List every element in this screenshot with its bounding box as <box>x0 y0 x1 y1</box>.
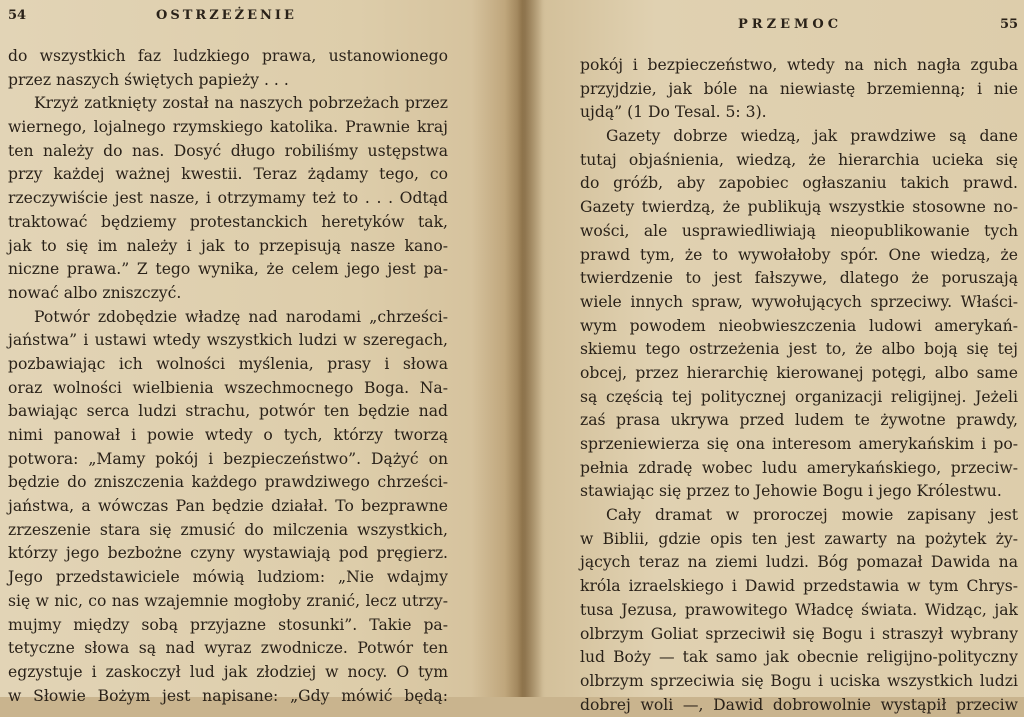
text-line: tusa Jezusa, prawowitego Władcę świata. Widząc, jak <box>580 600 1018 619</box>
text-line: Krzyż zatknięty został na naszych pobrzeżach przez <box>34 94 448 113</box>
text-line: Jego przedstawiciele mówią ludziom: „Nie wdajmy <box>8 568 448 587</box>
text-line: prawd tym, że to wywołałoby spór. One wiedzą, że <box>580 245 1018 264</box>
text-line: w Biblii, gdzie opis ten jest zawarty na pożytek ży- <box>580 529 1018 548</box>
text-line: skiemu tego ostrzeżenia jest to, że albo boją się tej <box>580 340 1018 359</box>
body-text <box>8 45 448 708</box>
text-line: Cały dramat w proroczej mowie zapisany jest <box>606 506 1018 525</box>
text-line: stawiając się przez to Jehowie Bogu i jego Królestwu. <box>580 482 1002 501</box>
text-line: do gróźb, aby zapobiec ogłaszaniu takich prawd. <box>580 174 1018 193</box>
book-gutter <box>505 0 545 697</box>
text-line: oraz wolności wielbienia wszechmocnego Boga. Na- <box>8 378 448 397</box>
body-text <box>580 54 1018 717</box>
text-line: sprzeniewierza się ona interesom amerykańskim i po- <box>580 435 1018 453</box>
text-line: wym powodem nieobwieszczenia ludowi amerykań- <box>580 316 1018 335</box>
text-line: potwora: „Mamy pokój i bezpieczeństwo”. Dążyć on <box>8 449 448 468</box>
text-line: dobrej woli —, Dawid dobrowolnie wystąpił przeciw <box>580 695 1018 714</box>
text-line: zaś prasa ukrywa przed ludem te żywotne prawdy, <box>580 411 1018 430</box>
text-line: ten należy do nas. Dosyć długo robiliśmy ustępstwa <box>8 141 448 160</box>
text-line: pełnia zdradę wobec ludu amerykańskiego, przeciw- <box>580 458 1018 477</box>
text-line: twierdzenie to jest fałszywe, dlatego że poruszają <box>580 269 1018 288</box>
text-line: przez naszych świętych papieży . . . <box>8 70 289 89</box>
text-line: olbrzym sprzeciwia się Bogu i uciska wszystkich ludzi <box>580 671 1018 690</box>
text-line: lud Boży — tak samo jak obecnie religijno-polityczny <box>580 648 1018 667</box>
text-line: są częścią tej politycznej organizacji religijnej. Jeżeli <box>580 387 1018 406</box>
text-line: nimi panował i powie wtedy o tych, którzy tworzą <box>8 426 448 444</box>
text-line: zrzeszenie stara się zmusić do milczenia wszystkich, <box>8 520 448 539</box>
text-line: jaństwa, a wówczas Pan będzie działał. To bezprawne <box>8 497 448 516</box>
text-line: Gazety dobrze wiedzą, jak prawdziwe są dane <box>606 127 1018 146</box>
text-line: ujdą” (1 Do Tesal. 5: 3). <box>580 103 767 122</box>
text-line: jaństwa” i ustawi wtedy wszystkich ludzi w szeregach, <box>8 331 448 350</box>
text-line: mujmy między sobą przyjazne stosunki”. Takie pa- <box>8 615 448 634</box>
text-line: którzy jego bezbożne czyny wystawiają pod pręgierz. <box>8 544 448 563</box>
text-line: pozbawiając ich wolności myślenia, prasy i słowa <box>8 354 448 373</box>
text-line: przyjdzie, jak bóle na niewiastę brzemienną; i nie <box>580 79 1018 98</box>
text-line: przy każdej ważnej kwestii. Teraz żądamy tego, co <box>8 165 448 184</box>
text-line: bawiając serca ludzi strachu, potwór ten będzie nad <box>8 402 448 421</box>
text-line: traktować będziemy protestanckich heretyków tak, <box>8 212 448 231</box>
text-line: Potwór zdobędzie władzę nad narodami „chrześci- <box>34 307 448 326</box>
text-line: jących teraz na ziemi ludzi. Bóg pomazał Dawida na <box>580 553 1018 572</box>
left-page <box>0 0 510 705</box>
text-line: wości, ale usprawiedliwiają nieopublikowanie tych <box>580 221 1018 240</box>
text-line: egzystuje i zaskoczył lud jak złodziej w nocy. O tym <box>8 662 448 681</box>
text-line: wiele innych spraw, wywołujących sprzeciwy. Właści- <box>580 292 1018 311</box>
text-line: niczne prawa.” Z tego wynika, że celem jego jest pa- <box>8 260 448 279</box>
page-number: 54 <box>8 8 27 23</box>
text-line: olbrzym Goliat sprzeciwił się Bogu i straszył wybrany <box>580 624 1018 643</box>
text-line: króla izraelskiego i Dawid przedstawia w tym Chrys- <box>580 577 1018 596</box>
text-line: rzeczywiście jest nasze, i otrzymamy też to . . . Odtąd <box>8 189 448 208</box>
text-line: tutaj objaśnienia, wiedzą, że hierarchia ucieka się <box>580 150 1018 169</box>
text-line: jak to się im należy i jak to przepisują nasze kano- <box>8 236 448 255</box>
text-line: pokój i bezpieczeństwo, wtedy na nich nagła zguba <box>580 56 1018 74</box>
text-line: się w nic, co nas wzajemnie mogłoby zranić, lecz utrzy- <box>8 591 448 610</box>
right-page <box>540 0 1024 714</box>
text-line: tetyczne słowa są nad wyraz zwodnicze. Potwór ten <box>8 639 448 658</box>
text-line: nować albo zniszczyć. <box>8 283 182 302</box>
page-number: 55 <box>1000 17 1019 32</box>
text-line: w Słowie Bożym jest napisane: „Gdy mówić będą: <box>8 686 448 705</box>
text-line: do wszystkich faz ludzkiego prawa, ustanowionego <box>8 47 448 65</box>
text-line: wiernego, lojalnego rzymskiego katolika. Prawnie kraj <box>8 118 448 137</box>
text-line: Gazety twierdzą, że publikują wszystkie stosowne no- <box>580 198 1018 217</box>
running-head: PRZEMOC <box>738 17 843 32</box>
text-line: będzie do zniszczenia każdego prawdziwego chrześci- <box>8 473 448 492</box>
running-head: OSTRZEŻENIE <box>156 8 297 23</box>
text-line: obcej, przez hierarchię kierowanej potęgi, albo same <box>580 363 1018 382</box>
